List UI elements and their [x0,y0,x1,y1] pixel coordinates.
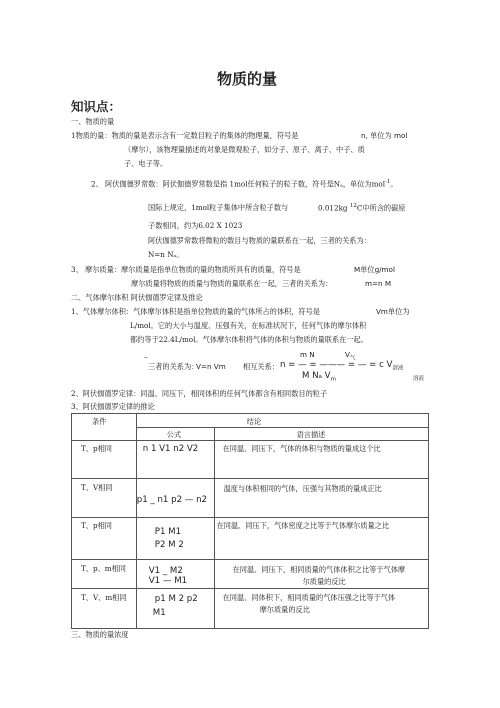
item3-unit: M单位g/mol [354,265,395,274]
formula-top-v: $V_气$ [345,350,356,362]
row-formula-2: M1 [152,608,166,618]
relation-label: 三者的关系为： [148,362,199,371]
row-description: 在同温、同压下，气体的体积与物质的量成这个比 [222,444,381,453]
item1-line2: （摩尔），该物理量描述的对象是微观粒子，如分子、原子、离子、中子、质 [124,145,365,154]
row-condition: T、p相同 [81,521,112,530]
formula-top: m N [300,350,315,359]
item3-lead: 3、 摩尔质量：摩尔质量是指单位物质的量的物质所具有的质量，符号是 [71,265,301,274]
p2-item1-line3: 都约等于22.4L/mol。气体摩尔体积将气体的体积与物质的量联系在一起。 [130,335,368,344]
table-row [72,518,429,560]
row-formula-2: P2 M 2 [154,540,184,550]
row-description-1: 在同温、同体积下，相同质量的气体压强之比等于气体 [222,593,396,602]
relation-formula: V=n Vm [196,362,226,371]
row-description-2: 摩尔质量的反比 [259,605,310,614]
row-formula-1: p1 M 2 p2 [154,594,198,604]
part1-heading: 一、物质的量 [71,117,115,126]
row-condition: T、V相同 [81,483,113,492]
row-condition: T、p相同 [81,444,112,453]
row-formula: n 1 V1 n2 V2 [142,444,199,454]
item2-line5: N=n Nₐ。 [148,250,184,259]
item2-line2b: 0.012kg $^{12}$C中所含的碳原 [318,203,406,213]
item2-lead: 2、 阿伏伽德罗常数：阿伏伽德罗常数是指 1mol任何粒子的粒子数，符号是Nₐ，单位为mol$^{-1}$。 [91,179,398,189]
item2-line4: 阿伏伽德罗常数将微粒的数目与物质的量联系在一起，三者的关系为： [148,236,371,245]
page-title: 物质的量 [217,70,278,88]
formula-mid: n = — = ——— = — = c $V_{溶液}$ [280,360,404,372]
row-description: 温度与体积相同的气体，压强与其物质的量成正比 [223,484,382,493]
table-row [72,589,429,629]
row-formula-2: V1 — M1 [148,576,188,586]
avogadro-table [71,413,429,629]
header-condition: 条件 [72,414,137,441]
row-formula-1: P1 M1 [154,527,182,537]
table-row [72,560,429,589]
table-row [72,441,429,479]
p2-item1-lead: 1、气体摩尔体积：气体摩尔体积是指单位物质的量的气体所占的体积，符号是 [71,307,320,316]
relation2-label: 相互关系： [243,362,279,371]
item1-lead: 1物质的量：物质的量是表示含有一定数目粒子的集体的物理量，符号是 [71,131,299,140]
formula-bottom-tail: 溶液 [413,376,425,382]
row-formula-1: V1 _ M2 [148,566,183,576]
row-description-2: 尔质量的反比 [302,577,346,586]
relation-dash: – [144,352,148,361]
header-description: 语言描述 [214,428,428,441]
p2-item2: 2、阿伏伽德罗定律：同温、同压下，相同体积的任何气体都含有相同数目的粒子 [71,389,328,398]
item3-relation: m=n M [365,279,392,288]
p2-item1-unit: Vm单位为 [376,307,410,316]
row-description: 在同温、同压下，气体密度之比等于气体摩尔质量之比 [216,521,390,530]
row-formula: p1 _ n1 p2 — n2 [136,495,208,505]
p2-item1-line2: L/mol。它的大小与温度、压强有关，在标准状况下，任何气体的摩尔体积 [130,321,367,330]
header-formula: 公式 [136,428,214,441]
part3-heading: 三、物质的量浓度 [71,630,129,639]
formula-bottom: M Nₐ $V_m$ [302,371,336,383]
section-heading: 知识点： [71,99,122,114]
row-description-1: 在同温、同压下，相同质量的气体体积之比等于气体摩 [232,565,406,574]
header-conclusion: 结论 [136,414,428,428]
item1-line3: 子、电子等。 [124,159,168,168]
row-condition: T、p、m相同 [81,564,126,573]
row-condition: T、V、m相同 [81,593,127,602]
part2-heading: 二、气体摩尔体积 阿伏伽德罗定律及推论 [71,293,203,302]
item2-line3: 子数相同，约为6.02 X 1023 [148,221,243,230]
item3-line2: 摩尔质量将物质的质量与物质的量联系在一起，三者的关系为： [131,279,333,288]
p2-item3: 3、阿伏伽德罗定律的推论 [71,402,155,411]
item1-symbol-unit: n, 单位为 mol [361,131,408,140]
item2-line2a: 国际上规定，1mol粒子集体中所含粒子数与 [148,203,289,212]
table-row [72,479,429,518]
